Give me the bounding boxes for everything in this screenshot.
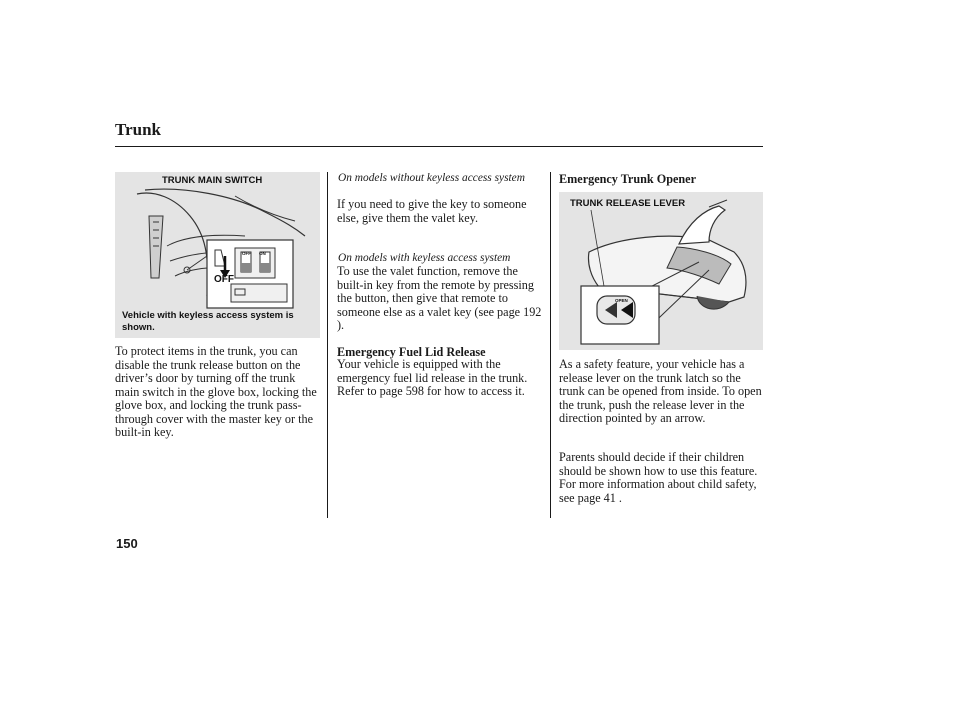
column-divider-1	[327, 172, 328, 518]
title-rule	[115, 146, 763, 147]
note-with-keyless: On models with keyless access system	[338, 252, 511, 264]
trunk-main-switch-text: To protect items in the trunk, you can disable the trunk release button on the driver’s door by turning off the trunk main switch in the glove box, locking the glove box, and locking the trunk pass-through cover with the master key or the built-in key.	[115, 344, 317, 439]
lever-open-mark: OPEN	[615, 298, 628, 303]
car-trunk-illustration	[559, 192, 763, 350]
note-without-keyless: On models without keyless access system	[338, 172, 525, 184]
page-title: Trunk	[115, 120, 161, 139]
figure-label: TRUNK MAIN SWITCH	[162, 175, 263, 186]
trunk-release-lever-figure	[559, 192, 763, 350]
glove-box-illustration	[115, 186, 320, 314]
page-number: 150	[116, 536, 138, 551]
valet-function-text: To use the valet function, remove the built-in key from the remote by pressing the button, then give that remote to someone else as a valet key (see page 192 ).	[337, 264, 542, 332]
valet-key-text: If you need to give the key to someone else, give them the valet key.	[337, 197, 527, 225]
column-divider-2	[550, 172, 551, 518]
fuel-lid-heading: Emergency Fuel Lid Release	[337, 345, 486, 359]
switch-on-label: ON	[259, 251, 266, 256]
figure-caption: Vehicle with keyless access system is shown.	[122, 310, 294, 333]
fuel-lid-text: Your vehicle is equipped with the emergency fuel lid release in the trunk. Refer to page 598 for how to access it.	[337, 357, 528, 398]
switch-off-small-label: OFF	[242, 251, 251, 256]
switch-off-label: OFF	[214, 274, 234, 285]
trunk-main-switch-figure	[115, 172, 320, 338]
trunk-opener-heading: Emergency Trunk Opener	[559, 172, 696, 186]
figure-label: TRUNK RELEASE LEVER	[570, 198, 686, 209]
trunk-opener-text: As a safety feature, your vehicle has a release lever on the trunk latch so the trunk can be opened from inside. To open the trunk, push the release lever in the direction pointed by an arrow.	[559, 357, 762, 425]
child-safety-text: Parents should decide if their children should be shown how to use this feature. For more information about child safety, see page 41 .	[559, 450, 758, 505]
